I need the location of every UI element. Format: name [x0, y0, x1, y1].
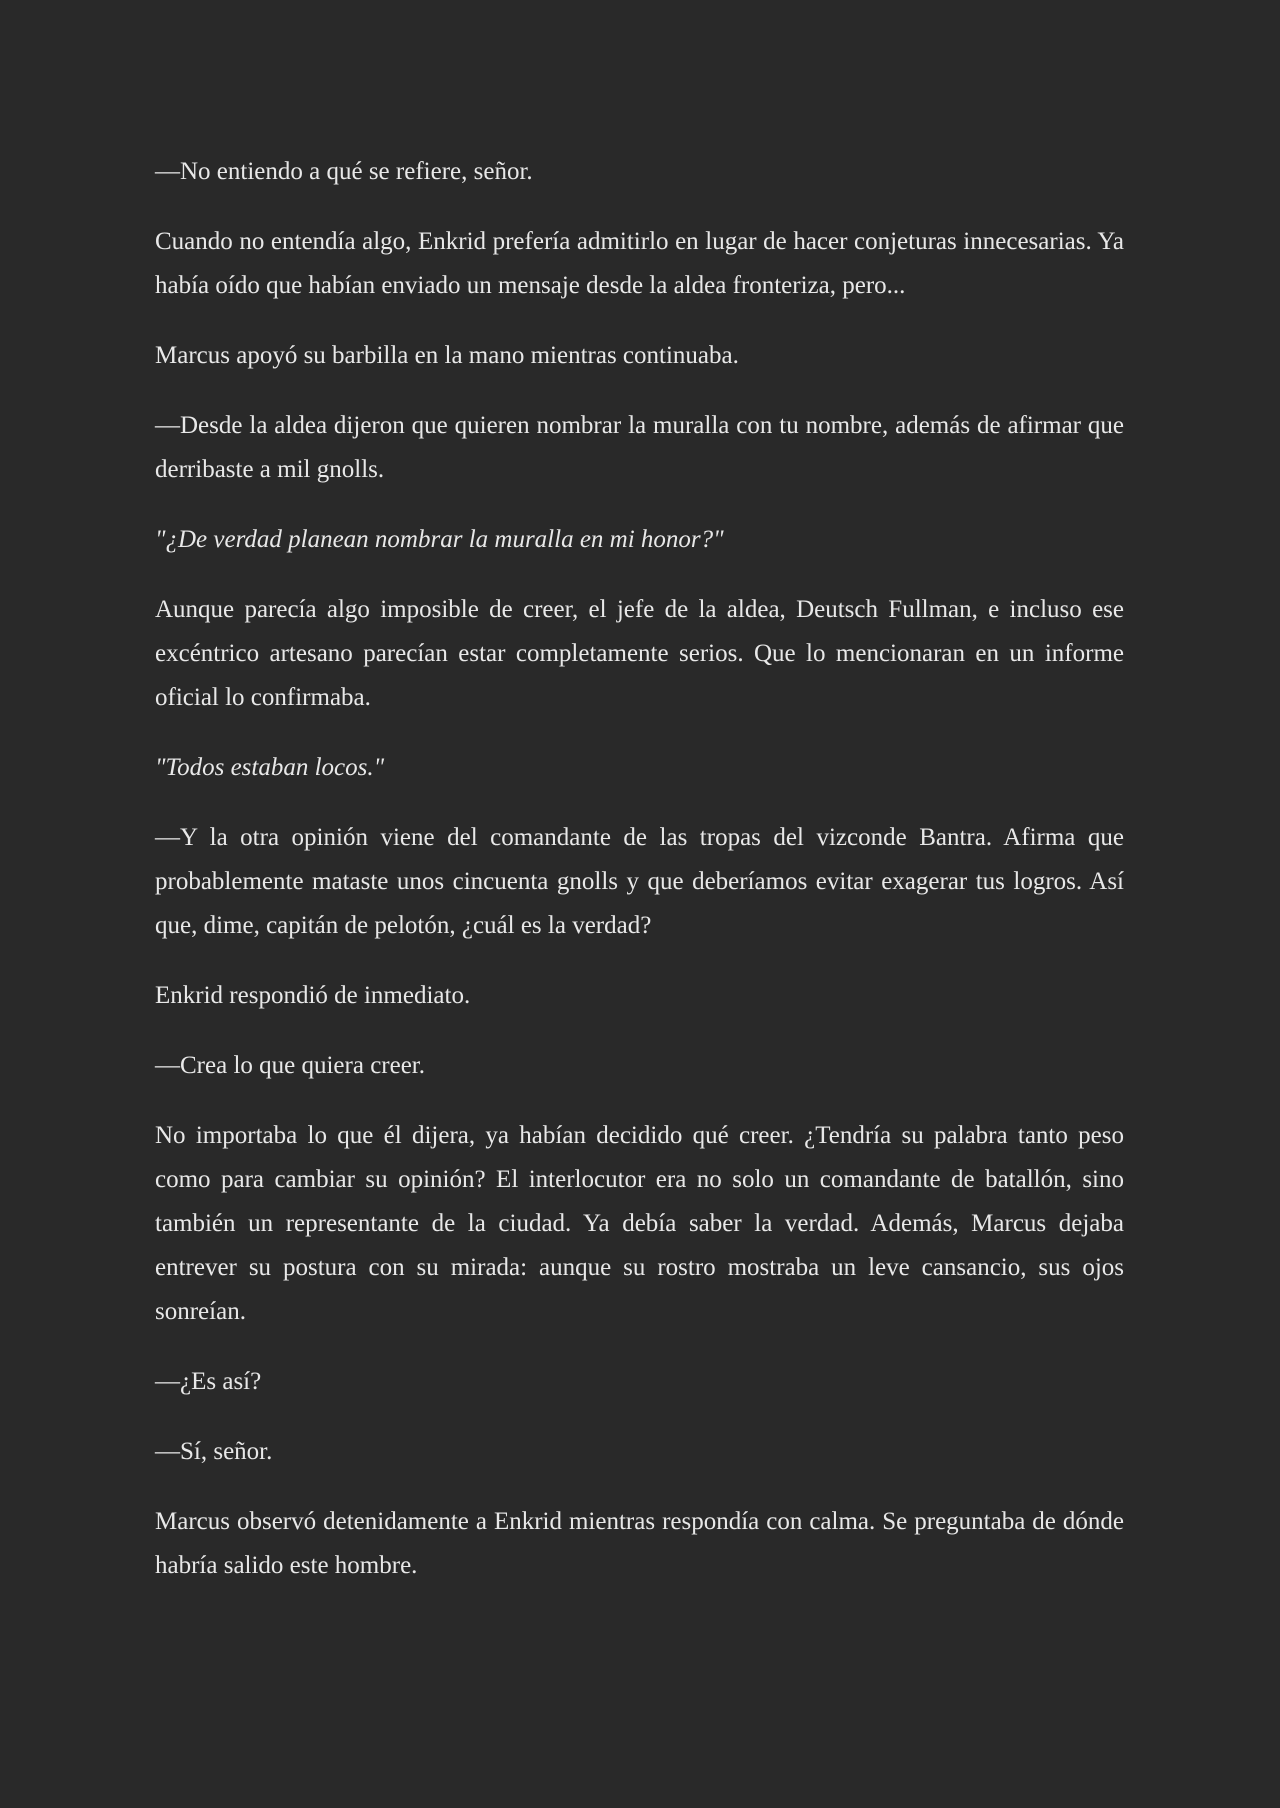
dialogue-paragraph: —¿Es así?	[155, 1368, 262, 1395]
dialogue-paragraph: —Crea lo que quiera creer.	[155, 1052, 426, 1079]
narration-paragraph: Marcus observó detenidamente a Enkrid mientras respondía con calma. Se preguntaba de dónde habría salido este hombre.	[155, 1508, 1124, 1579]
dialogue-paragraph: —Desde la aldea dijeron que quieren nombrar la muralla con tu nombre, además de afirmar que derribaste a mil gnolls.	[155, 412, 1124, 483]
narration-paragraph: Enkrid respondió de inmediato.	[155, 982, 471, 1009]
thought-paragraph: "¿De verdad planean nombrar la muralla en mi honor?"	[155, 526, 724, 553]
narration-paragraph: No importaba lo que él dijera, ya habían decidido qué creer. ¿Tendría su palabra tanto peso como para cambiar su opinión? El interlocutor era no solo un comandante de batallón, sino también un representante de la ciudad. Ya debía saber la verdad. Además, Marcus dejaba entrever su postura con su mirada: aunque su rostro mostraba un leve cansancio, sus ojos sonreían.	[155, 1122, 1124, 1325]
narration-paragraph: Aunque parecía algo imposible de creer, el jefe de la aldea, Deutsch Fullman, e incluso ese excéntrico artesano parecían estar completamente serios. Que lo mencionaran en un informe oficial lo confirmaba.	[155, 596, 1124, 711]
dialogue-paragraph: —No entiendo a qué se refiere, señor.	[155, 158, 533, 185]
thought-paragraph: "Todos estaban locos."	[155, 754, 385, 781]
narration-paragraph: Cuando no entendía algo, Enkrid prefería admitirlo en lugar de hacer conjeturas innecesarias. Ya había oído que habían enviado un mensaje desde la aldea fronteriza, pero...	[155, 228, 1124, 299]
reader-page	[155, 150, 1124, 1614]
dialogue-paragraph: —Y la otra opinión viene del comandante de las tropas del vizconde Bantra. Afirma que probablemente mataste unos cincuenta gnolls y que deberíamos evitar exagerar tus logros. Así que, dime, capitán de pelotón, ¿cuál es la verdad?	[155, 824, 1124, 939]
narration-paragraph: Marcus apoyó su barbilla en la mano mientras continuaba.	[155, 342, 739, 369]
dialogue-paragraph: —Sí, señor.	[155, 1438, 273, 1465]
